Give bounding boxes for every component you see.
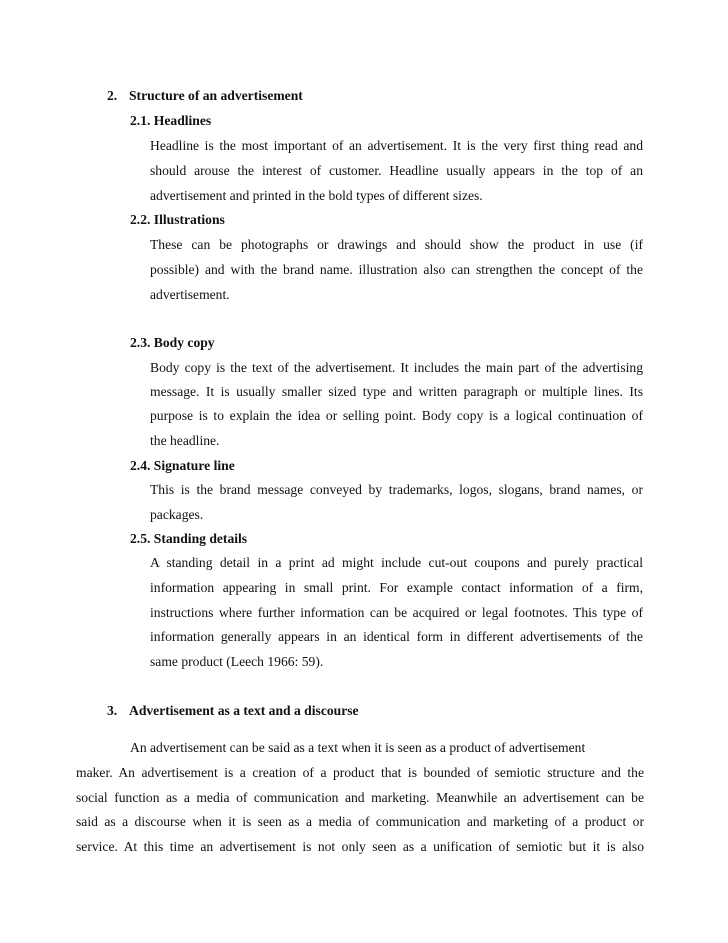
subsection-heading: 2.4. Signature line — [130, 458, 235, 473]
paragraph-line: information generally appears in an identical form in different advertisements of the — [150, 629, 643, 644]
section-3-number: 3. — [107, 703, 118, 718]
subsection-heading: 2.5. Standing details — [130, 531, 248, 546]
paragraph-line: packages. — [150, 507, 204, 522]
paragraph-line: message. It is usually smaller sized type and written paragraph or multiple lines. Its — [150, 384, 643, 399]
paragraph-line: A standing detail in a print ad might include cut-out coupons and purely practical — [150, 555, 643, 570]
subsection-heading: 2.1. Headlines — [130, 113, 212, 128]
paragraph-line: service. At this time an advertisement is not only seen as a unification of semiotic but it is also — [76, 839, 644, 854]
paragraph-line: social function as a media of communication and marketing. Meanwhile an advertisement can be — [76, 790, 644, 805]
paragraph-line: Headline is the most important of an advertisement. It is the very first thing read and — [150, 138, 643, 153]
paragraph-line: instructions where further information can be acquired or legal footnotes. This type of — [150, 605, 643, 620]
paragraph-line: same product (Leech 1966: 59). — [150, 654, 324, 669]
paragraph-line: said as a discourse when it is seen as a media of communication and marketing of a product or — [76, 814, 644, 829]
paragraph-line: possible) and with the brand name. illustration also can strengthen the concept of the — [150, 262, 643, 277]
paragraph-line: advertisement and printed in the bold types of different sizes. — [150, 188, 483, 203]
subsection-heading: 2.2. Illustrations — [130, 212, 225, 227]
paragraph-line: information appearing in small print. For example contact information of a firm, — [150, 580, 643, 595]
paragraph-line: maker. An advertisement is a creation of a product that is bounded of semiotic structure and the — [76, 765, 644, 780]
paragraph-line: This is the brand message conveyed by trademarks, logos, slogans, brand names, or — [150, 482, 643, 497]
section-2-title: Structure of an advertisement — [129, 88, 303, 103]
paragraph-line: the headline. — [150, 433, 220, 448]
paragraph-line: advertisement. — [150, 287, 230, 302]
paragraph-line: purpose is to explain the idea or selling point. Body copy is a logical continuation of — [150, 408, 643, 423]
section-3-title: Advertisement as a text and a discourse — [129, 703, 359, 718]
paragraph-line: An advertisement can be said as a text when it is seen as a product of advertisement — [130, 740, 586, 755]
section-2-number: 2. — [107, 88, 118, 103]
paragraph-line: should arouse the interest of customer. Headline usually appears in the top of an — [150, 163, 643, 178]
paragraph-line: Body copy is the text of the advertisement. It includes the main part of the advertising — [150, 360, 643, 375]
subsection-heading: 2.3. Body copy — [130, 335, 215, 350]
paragraph-line: These can be photographs or drawings and should show the product in use (if — [150, 237, 643, 252]
